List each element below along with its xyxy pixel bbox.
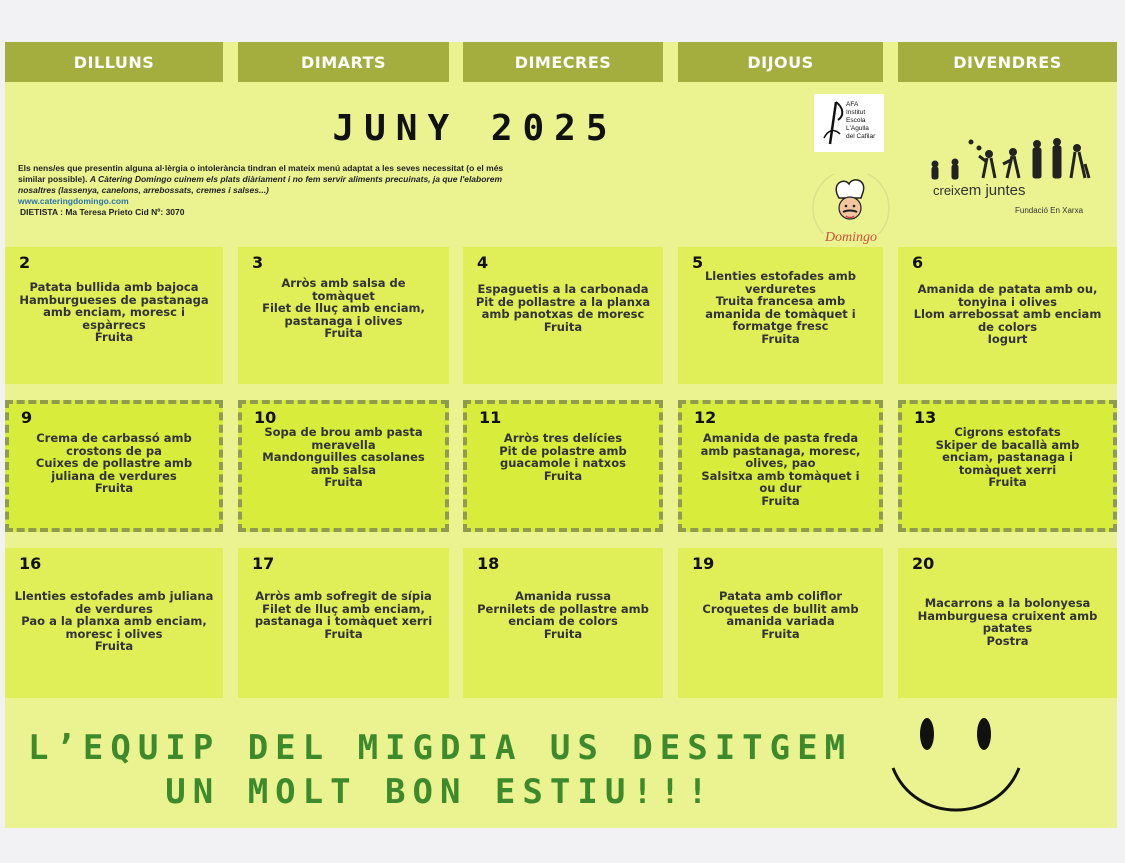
afa-line: L'Agulla bbox=[846, 125, 869, 132]
dish-line: Pit de pollastre a la planxa bbox=[475, 294, 651, 309]
dish-line: Fruita bbox=[324, 326, 363, 340]
dish-line: Fruita bbox=[761, 493, 800, 508]
dish-line: Arròs amb salsa de bbox=[281, 276, 406, 290]
dish-line: Mandonguilles casolanes bbox=[262, 450, 425, 464]
dish-line: Cigrons estofats bbox=[954, 425, 1061, 439]
day-cell-16 bbox=[5, 548, 223, 698]
dish-line: verduretes bbox=[745, 281, 816, 296]
day-header-friday: DIVENDRES bbox=[898, 42, 1117, 82]
day-header-monday: DILLUNS bbox=[5, 42, 223, 82]
dish-line: Patata bullida amb bajoca bbox=[29, 280, 199, 294]
day-cell-17 bbox=[238, 548, 449, 698]
dish-line: Fruita bbox=[94, 481, 134, 495]
day-menu bbox=[684, 590, 877, 640]
day-number: 5 bbox=[692, 253, 704, 272]
dish-line: Filet de lluç amb enciam, bbox=[262, 301, 425, 315]
dish-line: Fruita bbox=[324, 475, 363, 489]
day-number: 3 bbox=[252, 253, 264, 272]
dish-line: de colors bbox=[977, 319, 1038, 334]
day-number: 19 bbox=[692, 554, 715, 573]
dish-line: Sopa de brou amb pasta bbox=[264, 425, 423, 439]
dish-line: enciam de colors bbox=[508, 614, 618, 628]
dish-line: Amanida russa bbox=[514, 589, 612, 603]
dish-line: tomàquet xerri bbox=[958, 462, 1057, 477]
day-menu bbox=[248, 426, 439, 489]
farewell-line-2: UN MOLT BON ESTIU!!! bbox=[165, 772, 715, 812]
dish-line: espàrrecs bbox=[82, 317, 146, 332]
day-cell-10 bbox=[238, 400, 449, 532]
dish-line: ou dur bbox=[759, 481, 802, 495]
day-cell-4 bbox=[463, 247, 663, 384]
day-number: 16 bbox=[19, 554, 42, 573]
dish-line: amb pastanaga, moresc, bbox=[700, 443, 861, 458]
dish-line: crostons de pa bbox=[66, 443, 162, 458]
day-number: 13 bbox=[914, 408, 937, 427]
day-menu bbox=[908, 426, 1107, 489]
catering-website-link[interactable]: www.cateringdomingo.com bbox=[18, 196, 129, 206]
dish-line: pastanaga i tomàquet xerri bbox=[254, 614, 433, 628]
dish-line: Fruita bbox=[324, 626, 363, 641]
dish-line: Espaguetis a la carbonada bbox=[477, 282, 649, 296]
dish-line: pastanaga i olives bbox=[284, 313, 403, 328]
creixem-juntes-logo bbox=[921, 134, 1101, 220]
dish-line: Iogurt bbox=[987, 332, 1028, 346]
dish-line: Skiper de bacallà amb bbox=[935, 437, 1080, 452]
farewell-line-1: L’EQUIP DEL MIGDIA US DESITGEM bbox=[27, 728, 853, 768]
dish-line: Fruita bbox=[761, 331, 800, 346]
dish-line: Pit de polastre amb bbox=[499, 443, 627, 458]
afa-school-logo bbox=[814, 94, 884, 152]
day-cell-13 bbox=[898, 400, 1117, 532]
day-cell-12 bbox=[678, 400, 883, 532]
info-caterer-note: A Càtering Domingo cuinem els plats diàriament i no fem servir aliments precuinats, ja que l'elaborem nosaltres (lassenya, canelons, arrebossats, cremes i salses...) bbox=[18, 174, 503, 195]
dish-line: Truita francesa amb bbox=[715, 294, 846, 308]
dish-line: enciam, pastanaga i bbox=[942, 450, 1073, 464]
day-menu bbox=[11, 281, 217, 344]
day-cell-11 bbox=[463, 400, 663, 532]
dish-line: Hamburgueses de pastanaga bbox=[19, 292, 209, 307]
day-cell-9 bbox=[5, 400, 223, 532]
dish-line: tomàquet bbox=[312, 288, 375, 303]
menu-sheet bbox=[5, 42, 1117, 828]
day-cell-20 bbox=[898, 548, 1117, 698]
dish-line: Salsitxa amb tomàquet i bbox=[701, 468, 860, 483]
dish-line: formatge fresc bbox=[732, 319, 829, 333]
day-menu bbox=[11, 590, 217, 653]
dish-line: Postra bbox=[986, 633, 1029, 648]
dish-line: Crema de carbassó amb bbox=[36, 431, 192, 445]
day-menu bbox=[244, 277, 443, 340]
month-title: JUNY 2025 bbox=[332, 108, 618, 149]
day-number: 6 bbox=[912, 253, 924, 272]
day-number: 18 bbox=[477, 554, 500, 573]
dish-line: de verdures bbox=[75, 601, 153, 616]
day-menu bbox=[473, 432, 653, 482]
allergy-info bbox=[18, 163, 528, 218]
dish-line: tonyina i olives bbox=[958, 294, 1057, 309]
day-number: 11 bbox=[479, 408, 502, 427]
dish-line: Fruita bbox=[543, 468, 583, 483]
creixem-small-text: creix bbox=[933, 183, 961, 198]
day-menu bbox=[244, 590, 443, 640]
dish-line: Arròs amb sofregit de sípia bbox=[255, 589, 432, 603]
dish-line: Fruita bbox=[543, 626, 583, 641]
info-intro: Els nens/es que presentin alguna al·lèrgia o intolerància tindran el mateix menú adaptat a les seves necessitat (o el més similar possible). bbox=[18, 163, 504, 184]
day-cell-6 bbox=[898, 247, 1117, 384]
day-cell-2 bbox=[5, 247, 223, 384]
dish-line: Arròs tres delícies bbox=[503, 431, 623, 445]
day-number: 10 bbox=[254, 408, 277, 427]
dish-line: amb salsa bbox=[310, 462, 377, 477]
dish-line: Pao a la planxa amb enciam, bbox=[21, 614, 207, 628]
dish-line: patates bbox=[982, 621, 1033, 635]
day-cell-3 bbox=[238, 247, 449, 384]
dish-line: Llenties estofades amb juliana bbox=[14, 589, 214, 603]
day-number: 9 bbox=[21, 408, 33, 427]
afa-line: del Cafilar bbox=[846, 133, 876, 140]
dish-line: Hamburguesa cruixent amb bbox=[917, 608, 1098, 623]
dish-line: Fruita bbox=[94, 330, 134, 344]
creixem-big-text: em juntes bbox=[960, 182, 1026, 199]
dish-line: Filet de lluç amb enciam, bbox=[262, 601, 425, 616]
dish-line: meravella bbox=[311, 437, 376, 452]
day-number: 12 bbox=[694, 408, 717, 427]
smiley-face-icon bbox=[885, 712, 1025, 822]
people-silhouettes-icon bbox=[921, 134, 1101, 184]
dish-line: Fruita bbox=[761, 626, 800, 641]
dish-line: Fruita bbox=[543, 319, 583, 334]
afa-line: Escola bbox=[846, 117, 866, 124]
day-menu bbox=[469, 283, 657, 333]
dish-line: amanida de tomàquet i bbox=[705, 306, 856, 321]
day-menu bbox=[904, 283, 1111, 346]
afa-line: Institut bbox=[846, 109, 866, 116]
day-number: 20 bbox=[912, 554, 935, 573]
dish-line: juliana de verdures bbox=[51, 468, 177, 483]
day-header-wednesday: DIMECRES bbox=[463, 42, 663, 82]
dish-line: Amanida de pasta freda bbox=[702, 431, 859, 445]
day-number: 17 bbox=[252, 554, 275, 573]
dish-line: Cuixes de pollastre amb bbox=[35, 456, 193, 470]
dish-line: Llenties estofades amb bbox=[704, 269, 856, 283]
dish-line: Croquetes de bullit amb bbox=[702, 601, 859, 616]
afa-line: AFA bbox=[846, 101, 859, 108]
day-menu bbox=[684, 270, 877, 345]
day-menu bbox=[15, 432, 213, 495]
dish-line: Fruita bbox=[94, 639, 134, 653]
dish-line: Fruita bbox=[988, 475, 1027, 489]
day-header-thursday: DIJOUS bbox=[678, 42, 883, 82]
day-menu bbox=[688, 432, 873, 507]
dish-line: Patata amb coliflor bbox=[718, 589, 843, 603]
day-cell-19 bbox=[678, 548, 883, 698]
dietitian-label: DIETISTA : Ma Teresa Prieto Cid Nº: 3070 bbox=[20, 207, 185, 217]
day-menu bbox=[469, 590, 657, 640]
dish-line: guacamole i natxos bbox=[500, 456, 626, 470]
dish-line: amanida variada bbox=[726, 614, 835, 628]
dish-line: Macarrons a la bolonyesa bbox=[924, 596, 1091, 610]
day-cell-5 bbox=[678, 247, 883, 384]
catering-logo-text: Domingo bbox=[824, 230, 878, 245]
day-number: 2 bbox=[19, 253, 31, 272]
dish-line: olives, pao bbox=[745, 456, 816, 470]
dish-line: Pernilets de pollastre amb bbox=[477, 601, 649, 616]
day-number: 4 bbox=[477, 253, 489, 272]
dish-line: amb enciam, moresc i bbox=[43, 305, 185, 319]
day-cell-18 bbox=[463, 548, 663, 698]
dish-line: Amanida de patata amb ou, bbox=[917, 282, 1098, 296]
dish-line: amb panotxas de moresc bbox=[481, 307, 645, 321]
day-header-tuesday: DIMARTS bbox=[238, 42, 449, 82]
day-menu bbox=[904, 597, 1111, 647]
dish-line: Llom arrebossat amb enciam bbox=[913, 307, 1102, 321]
fundacio-text: Fundació En Xarxa bbox=[1015, 206, 1084, 215]
dish-line: moresc i olives bbox=[65, 626, 163, 641]
chef-icon bbox=[809, 174, 893, 234]
catering-domingo-logo bbox=[809, 174, 893, 246]
